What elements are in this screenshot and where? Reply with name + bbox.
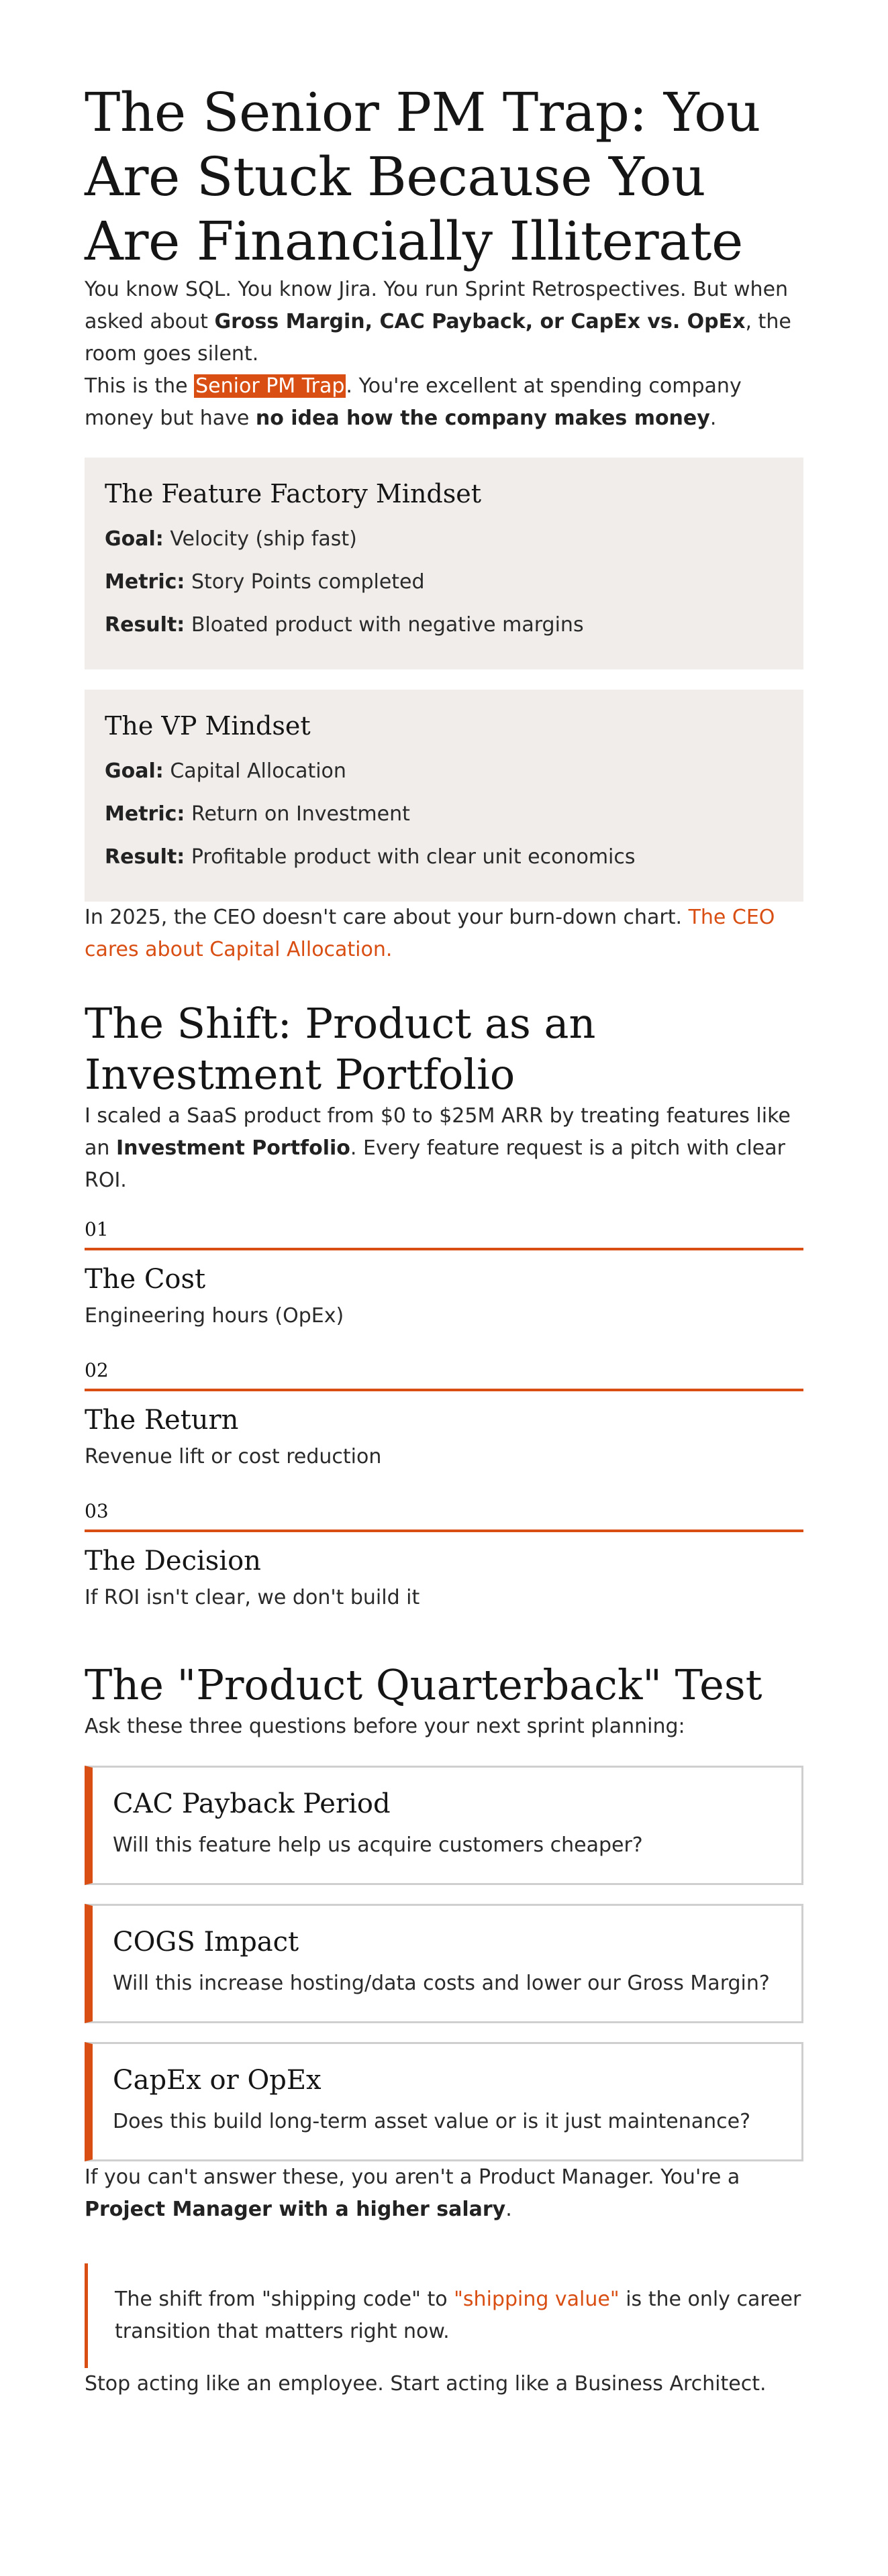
intro-bold-phrase: no idea how the company makes money xyxy=(255,407,710,430)
pull-quote xyxy=(85,2263,803,2368)
step-number: 02 xyxy=(85,1358,803,1391)
mindset-row-metric xyxy=(105,793,783,836)
test-intro: Ask these three questions before your next sprint planning: xyxy=(85,1715,685,1738)
mindset-row-result xyxy=(105,604,783,647)
shift-text-end: . Every feature request is a pitch with clear ROI. xyxy=(85,1136,785,1192)
mindset-row-goal xyxy=(105,518,783,561)
quote-accent-text: "shipping value" xyxy=(454,2288,620,2311)
shift-paragraph xyxy=(85,1100,803,1197)
intro-text: You know SQL. You know Jira. You run Sprint Retrospectives. But when asked about xyxy=(85,278,789,333)
mindset-row-value: Story Points completed xyxy=(191,570,425,594)
mindset-row-value: Capital Allocation xyxy=(170,759,346,783)
mindset-card-title: The Feature Factory Mindset xyxy=(105,479,482,508)
step-decision xyxy=(85,1499,803,1613)
step-description: If ROI isn't clear, we don't build it xyxy=(85,1586,420,1609)
intro-text: . You're excellent at spending company money but have xyxy=(85,374,742,430)
intro-text-end: . xyxy=(709,407,717,430)
mindset-row-result xyxy=(105,836,783,879)
question-text: Will this increase hosting/data costs and lower our Gross Margin? xyxy=(113,1972,770,1995)
question-title: CapEx or OpEx xyxy=(113,2065,322,2096)
step-title: The Return xyxy=(85,1405,239,1436)
page-title: The Senior PM Trap: You Are Stuck Because You Are Financially Illiterate xyxy=(85,81,760,272)
verdict-bold-phrase: Project Manager with a higher salary xyxy=(85,2198,506,2221)
mindset-row-label: Result: xyxy=(105,845,185,869)
intro-text-end: , the room goes silent. xyxy=(85,310,791,366)
question-card-cogs-impact xyxy=(85,1904,803,2023)
step-number: 03 xyxy=(85,1499,803,1532)
mindset-row-label: Goal: xyxy=(105,527,164,551)
step-return xyxy=(85,1358,803,1472)
mindset-row-value: Return on Investment xyxy=(191,802,410,826)
step-cost xyxy=(85,1217,803,1331)
mindset-row-label: Result: xyxy=(105,613,185,637)
section-heading-shift: The Shift: Product as an Investment Portfolio xyxy=(85,999,596,1099)
question-text: Will this feature help us acquire customers cheaper? xyxy=(113,1833,643,1857)
verdict-text-end: . xyxy=(505,2198,512,2221)
ceo-accent-text: The CEO cares about Capital Allocation. xyxy=(85,906,775,961)
mindset-row-label: Goal: xyxy=(105,759,164,783)
question-text: Does this build long-term asset value or is it just maintenance? xyxy=(113,2110,750,2133)
intro-paragraph-1 xyxy=(85,274,803,370)
shift-bold-phrase: Investment Portfolio xyxy=(115,1136,350,1160)
mindset-row-value: Profitable product with clear unit economics xyxy=(191,845,636,869)
intro-paragraph-2 xyxy=(85,370,803,435)
mindset-card-feature-factory xyxy=(85,458,803,669)
highlight-senior-pm-trap: Senior PM Trap xyxy=(195,374,345,398)
quote-text: The shift from "shipping code" to xyxy=(115,2288,454,2311)
mindset-row-value: Bloated product with negative margins xyxy=(191,613,584,637)
ceo-text: In 2025, the CEO doesn't care about your burn-down chart. xyxy=(85,906,689,929)
mindset-card-vp xyxy=(85,690,803,902)
step-description: Engineering hours (OpEx) xyxy=(85,1304,344,1328)
mindset-row-goal xyxy=(105,750,783,793)
intro-bold-terms: Gross Margin, CAC Payback, or CapEx vs. OpEx xyxy=(214,310,746,333)
verdict-text: If you can't answer these, you aren't a Product Manager. You're a xyxy=(85,2165,740,2189)
question-card-cac-payback xyxy=(85,1766,803,1885)
step-title: The Cost xyxy=(85,1264,206,1295)
question-card-capex-opex xyxy=(85,2042,803,2161)
section-heading-quarterback-test: The "Product Quarterback" Test xyxy=(85,1660,762,1709)
question-title: COGS Impact xyxy=(113,1927,299,1957)
step-title: The Decision xyxy=(85,1546,261,1576)
mindset-row-label: Metric: xyxy=(105,802,185,826)
step-description: Revenue lift or cost reduction xyxy=(85,1445,382,1468)
intro-text: This is the xyxy=(85,374,195,398)
shift-text: I scaled a SaaS product from $0 to $25M ARR by treating features like an xyxy=(85,1104,791,1160)
closing-line: Stop acting like an employee. Start acting like a Business Architect. xyxy=(85,2372,767,2396)
mindset-card-title: The VP Mindset xyxy=(105,711,311,741)
ceo-paragraph xyxy=(85,902,803,966)
verdict-paragraph xyxy=(85,2161,803,2226)
mindset-row-metric xyxy=(105,561,783,604)
step-number: 01 xyxy=(85,1217,803,1250)
mindset-row-label: Metric: xyxy=(105,570,185,594)
quote-text-end: is the only career transition that matters right now. xyxy=(115,2288,801,2343)
mindset-row-value: Velocity (ship fast) xyxy=(170,527,357,551)
question-title: CAC Payback Period xyxy=(113,1788,391,1819)
